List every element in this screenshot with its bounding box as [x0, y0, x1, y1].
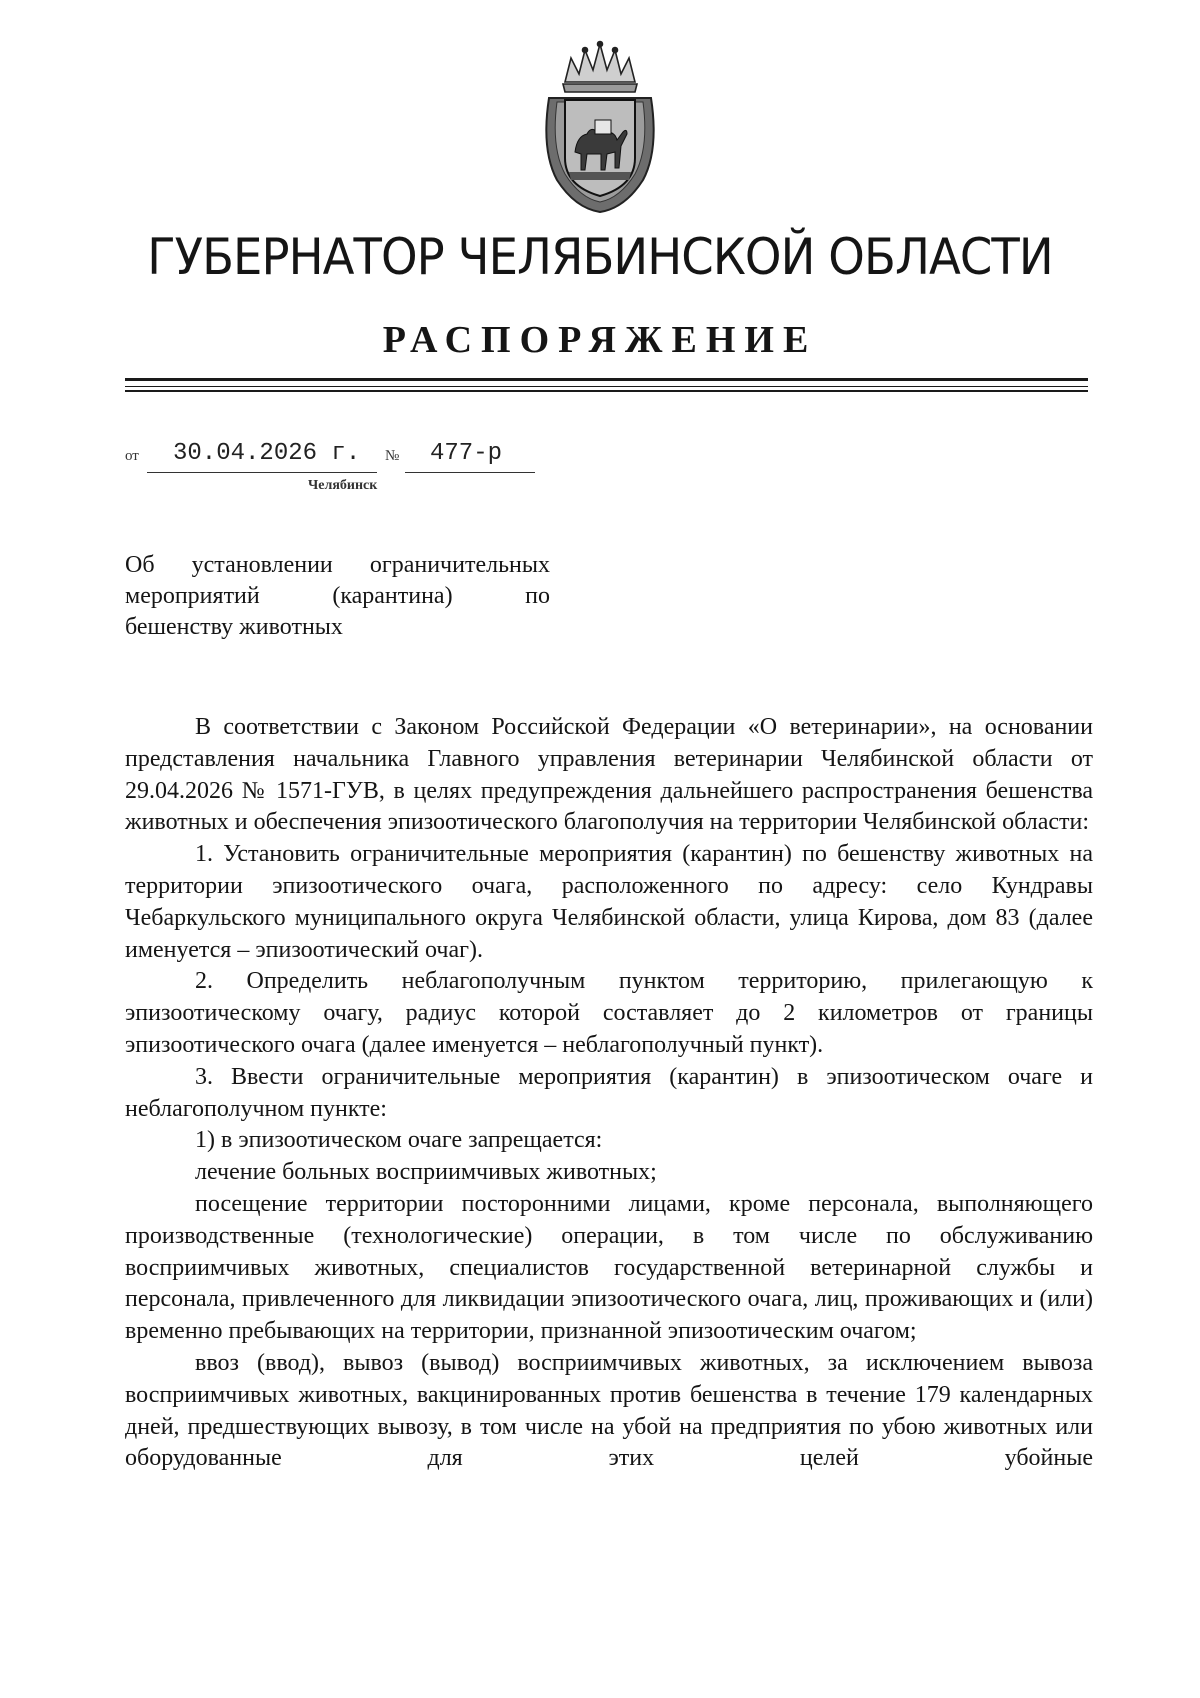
subject-line: Об установлении ограничительных — [125, 552, 550, 578]
header-rule-thin — [125, 386, 1088, 387]
body-paragraph-item-3: 3. Ввести ограничительные мероприятия (карантин) в эпизоотическом очаге и неблагополучном пункте: — [125, 1063, 1093, 1122]
number-underline — [405, 472, 535, 473]
date-underline — [147, 472, 377, 473]
document-body — [125, 712, 1093, 1475]
document-type: РАСПОРЯЖЕНИЕ — [382, 319, 818, 361]
document-subject — [125, 550, 550, 643]
document-meta — [125, 440, 725, 500]
body-paragraph-prohibition-transport: ввоз (ввод), вывоз (вывод) восприимчивых животных, за исключением вывоза восприимчивых животных, вакцинированных против бешенства в течение 179 календарных дней, предшествующих вывозу, в том числе на убой на предприятия по убою животных или оборудованные для этих целей убойные — [125, 1349, 1093, 1472]
date-prefix-label: от — [125, 448, 139, 464]
chelyabinsk-coat-of-arms-icon — [535, 40, 665, 215]
subject-line: мероприятий (карантина) по — [125, 583, 550, 609]
document-number: 477-р — [430, 440, 503, 467]
number-label: № — [385, 448, 400, 464]
body-paragraph-prohibition-visits: посещение территории посторонними лицами, кроме персонала, выполняющего производственные (технологические) операции, в том числе по обслуживанию восприимчивых животных, специалистов государственной ветеринарной службы и персонала, привлеченного для ликвидации эпизоотического очага, лиц, проживающих и (или) временно пребывающих на территории, признанной эпизоотическим очагом; — [125, 1190, 1093, 1345]
body-paragraph-subitem-1: 1) в эпизоотическом очаге запрещается: — [195, 1127, 603, 1154]
body-paragraph-preamble: В соответствии с Законом Российской Федерации «О ветеринарии», на основании представления начальника Главного управления ветеринарии Челябинской области от 29.04.2026 № 1571-ГУВ, в целях предупреждения дальнейшего распространения бешенства животных и обеспечения эпизоотического благополучия на территории Челябинской области: — [125, 714, 1093, 836]
subject-line: бешенству животных — [125, 614, 343, 640]
issuer-title: ГУБЕРНАТОР ЧЕЛЯБИНСКОЙ ОБЛАСТИ — [147, 228, 1053, 286]
body-paragraph-item-2: 2. Определить неблагополучным пунктом территорию, прилегающую к эпизоотическому очагу, радиус которой составляет до 2 километров от границы эпизоотического очага (далее именуется – неблагополучный пункт). — [125, 968, 1093, 1058]
body-paragraph-prohibition-treatment: лечение больных восприимчивых животных; — [195, 1159, 657, 1186]
header-rule-thick — [125, 378, 1088, 381]
header-rule-bottom — [125, 390, 1088, 392]
body-paragraph-item-1: 1. Установить ограничительные мероприятия (карантин) по бешенству животных на территории эпизоотического очага, расположенного по адресу: село Кундравы Чебаркульского муниципального округа Челябинской области, улица Кирова, дом 83 (далее именуется – эпизоотический очаг). — [125, 841, 1093, 963]
document-city: Челябинск — [308, 478, 378, 493]
document-date: 30.04.2026 г. — [173, 440, 361, 467]
